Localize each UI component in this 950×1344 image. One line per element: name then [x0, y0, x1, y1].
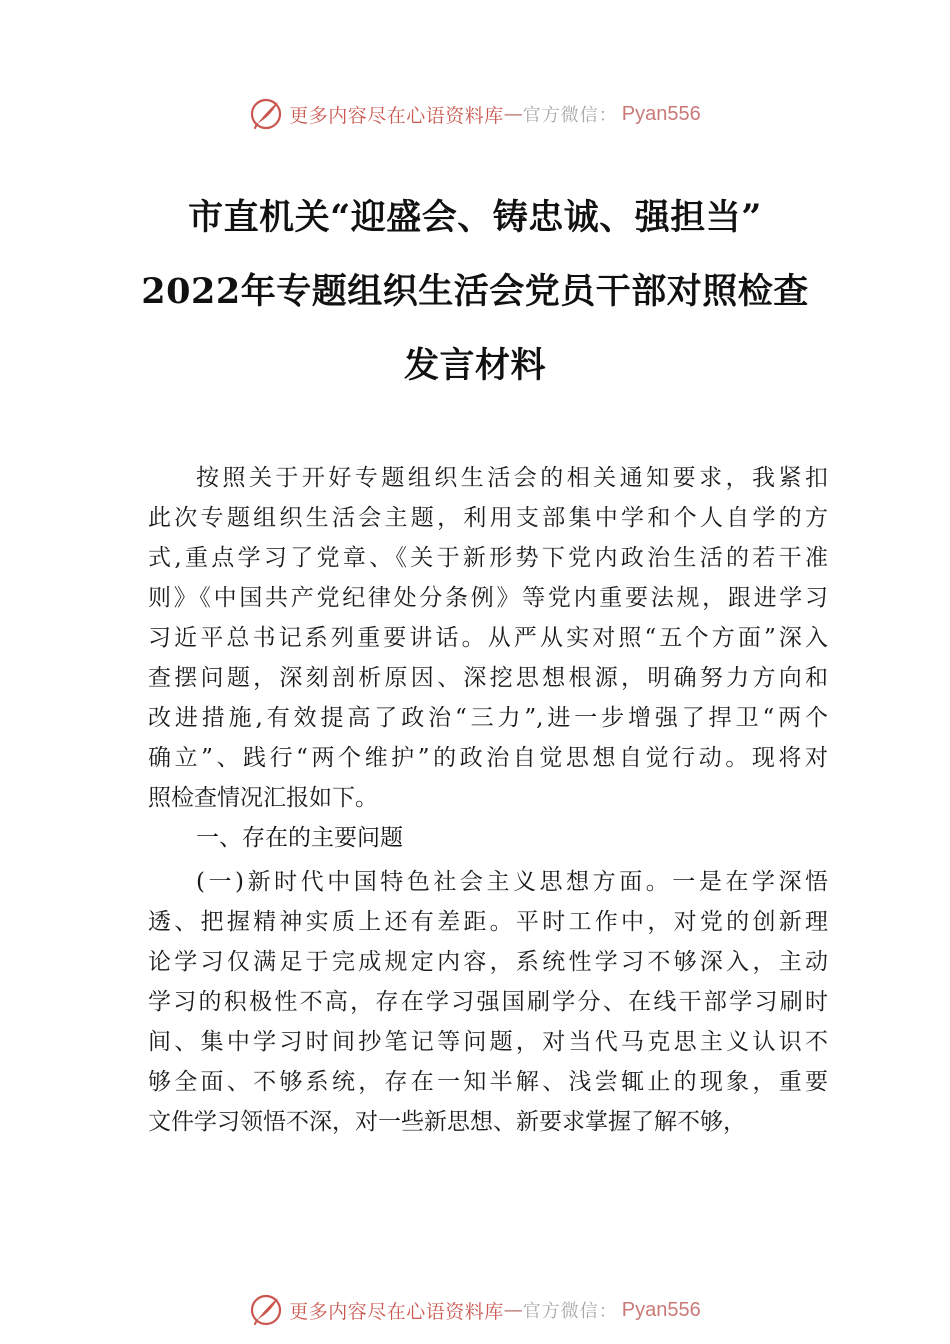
- paragraph-line: 确立”、践行“两个维护”的政治自觉思想自觉行动。现将对: [148, 745, 828, 771]
- paragraph-line: 式,重点学习了党章、《关于新形势下党内政治生活的若干准: [148, 545, 828, 571]
- watermark-main-text: 更多内容尽在心语资料库: [289, 1300, 504, 1323]
- paragraph-line: 此次专题组织生活会主题，利用支部集中学和个人自学的方: [148, 505, 828, 531]
- paragraph-line: 文件学习领悟不深，对一些新思想、新要求掌握了解不够，: [148, 1109, 746, 1135]
- watermark-separator: —: [503, 103, 523, 125]
- watermark-wechat-id: Pyan556: [621, 102, 701, 125]
- paragraph-line: 论学习仅满足于完成规定内容，系统性学习不够深入，主动: [148, 949, 828, 975]
- paragraph-line: 习近平总书记系列重要讲话。从严从实对照“五个方面”深入: [148, 625, 828, 651]
- quill-pen-logo-icon: [249, 97, 283, 131]
- paragraph-line: 改进措施,有效提高了政治“三力”,进一步增强了捍卫“两个: [148, 705, 828, 731]
- watermark-separator: —: [503, 1299, 523, 1321]
- watermark-main-text: 更多内容尽在心语资料库: [289, 104, 504, 127]
- paragraph-line: 则》《中国共产党纪律处分条例》等党内重要法规，跟进学习: [148, 585, 828, 611]
- paragraph-line: 透、把握精神实质上还有差距。平时工作中，对党的创新理: [148, 909, 828, 935]
- paragraph-line: (一)新时代中国特色社会主义思想方面。一是在学深悟: [196, 869, 828, 895]
- document-title-line-2: 2022年专题组织生活会党员干部对照检查: [141, 271, 809, 312]
- quill-pen-logo-icon: [249, 1293, 283, 1327]
- watermark-wechat-id: Pyan556: [621, 1298, 701, 1321]
- watermark-footer: [0, 1290, 950, 1330]
- paragraph-line: 照检查情况汇报如下。: [148, 785, 378, 811]
- document-title-line-3: 发言材料: [403, 345, 546, 386]
- watermark-header: [0, 94, 950, 134]
- paragraph-line: 查摆问题，深刻剖析原因、深挖思想根源，明确努力方向和: [148, 665, 828, 691]
- document-title-line-1: 市直机关“迎盛会、铸忠诚、强担当”: [188, 197, 762, 238]
- paragraph-line: 学习的积极性不高，存在学习强国刷学分、在线干部学习刷时: [148, 989, 828, 1015]
- intro-paragraph: [148, 458, 828, 818]
- section-heading: 一、存在的主要问题: [196, 825, 403, 851]
- watermark-wechat-label: 官方微信：: [522, 1301, 618, 1322]
- paragraph-line: 按照关于开好专题组织生活会的相关通知要求，我紧扣: [196, 465, 828, 491]
- problems-paragraph: [148, 862, 828, 1142]
- paragraph-line: 够全面、不够系统，存在一知半解、浅尝辄止的现象，重要: [148, 1069, 828, 1095]
- watermark-wechat-label: 官方微信：: [522, 105, 618, 126]
- paragraph-line: 间、集中学习时间抄笔记等问题，对当代马克思主义认识不: [148, 1029, 828, 1055]
